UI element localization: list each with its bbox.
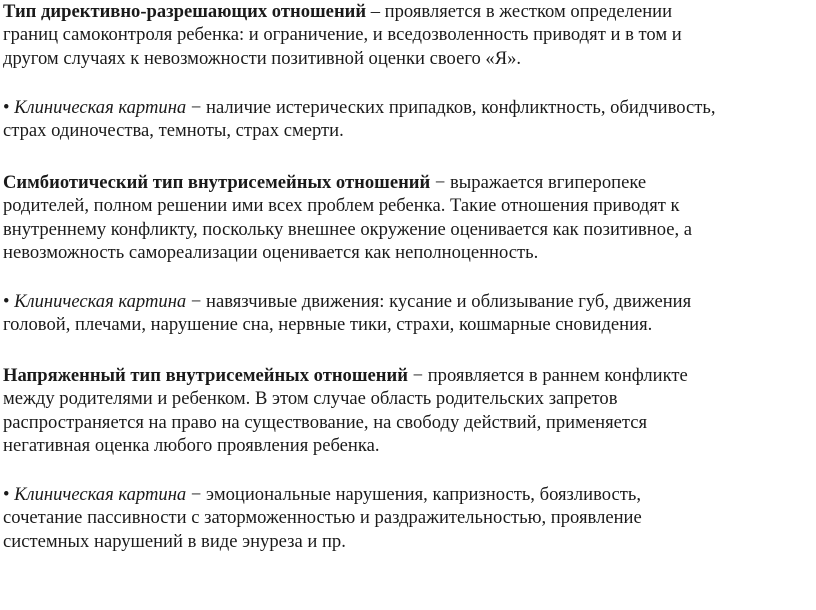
line-text: − наличие истерических припадков, конфликтность, обидчивость, [186, 97, 716, 118]
clinical-picture-label: Клиническая картина [14, 484, 187, 505]
text-line: родителей, полном решении ими всех проблем ребенка. Такие отношения приводят к [3, 195, 680, 217]
bullet-marker: • [3, 291, 15, 312]
paragraph-clinical-picture-3 [3, 483, 809, 553]
text-line: между родителями и ребенком. В этом случае область родительских запретов [3, 388, 618, 410]
clinical-picture-label: Клиническая картина [14, 97, 187, 118]
text-line [3, 364, 809, 387]
text-line [3, 171, 809, 194]
text-line [3, 0, 809, 23]
text-line: невозможность самореализации оценивается как неполноценность. [3, 241, 539, 263]
paragraph-clinical-picture-1 [3, 96, 809, 143]
text-line: внутреннему конфликту, поскольку внешнее окружение оценивается как позитивное, а [3, 218, 693, 240]
text-line: системных нарушений в виде энуреза и пр. [3, 530, 346, 552]
text-line: сочетание пассивности с заторможенностью и раздражительностью, проявление [3, 507, 642, 529]
bullet-line [3, 96, 809, 119]
line-text: – проявляется в жестком определении [366, 1, 673, 22]
text-line: негативная оценка любого проявления ребенка. [3, 434, 380, 456]
bullet-line [3, 290, 809, 313]
clinical-picture-label: Клиническая картина [14, 291, 187, 312]
text-line: страх одиночества, темноты, страх смерти. [3, 120, 344, 142]
term-heading: Симбиотический тип внутрисемейных отношений [3, 172, 431, 193]
bullet-marker: • [3, 97, 15, 118]
line-text: − эмоциональные нарушения, капризность, боязливость, [186, 484, 642, 505]
text-line: головой, плечами, нарушение сна, нервные тики, страхи, кошмарные сновидения. [3, 314, 653, 336]
line-text: − выражается вгиперопеке [430, 172, 647, 193]
paragraph-directive-permissive-type [3, 0, 809, 70]
line-text: − навязчивые движения: кусание и облизывание губ, движения [186, 291, 692, 312]
paragraph-clinical-picture-2 [3, 290, 809, 337]
paragraph-symbiotic-type [3, 171, 809, 264]
bullet-line [3, 483, 809, 506]
text-line: распространяется на право на существование, на свободу действий, применяется [3, 411, 648, 433]
text-line: границ самоконтроля ребенка: и ограничение, и вседозволенность приводят и в том и [3, 24, 682, 46]
line-text: − проявляется в раннем конфликте [407, 365, 688, 386]
paragraph-tense-type [3, 364, 809, 457]
text-line: другом случаях к невозможности позитивной оценки своего «Я». [3, 47, 522, 69]
term-heading: Напряженный тип внутрисемейных отношений [3, 365, 408, 386]
bullet-marker: • [3, 484, 15, 505]
term-heading: Тип директивно-разрешающих отношений [3, 1, 367, 22]
